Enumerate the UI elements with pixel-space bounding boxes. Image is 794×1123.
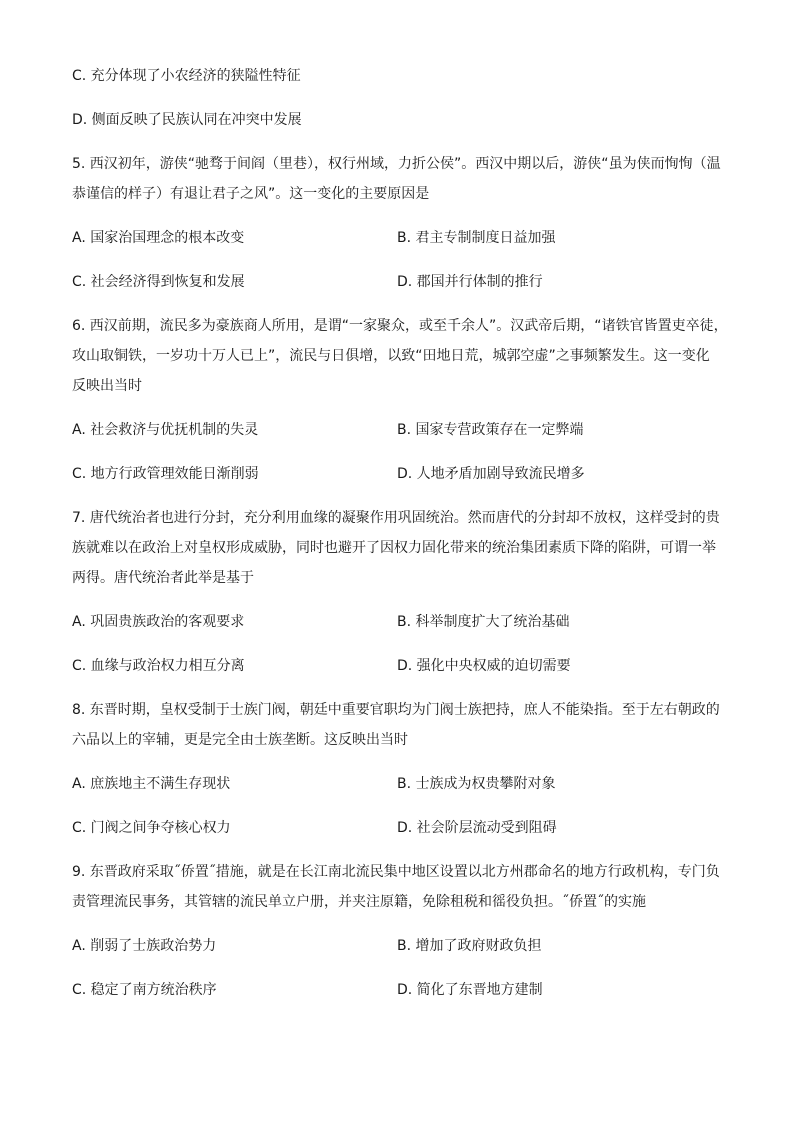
question-5-options-row-1: [72, 224, 722, 253]
question-stem-line: 责管理流民事务，其管辖的流民单立户册，并夹注原籍，免除租税和徭役负担。˝侨置˝的实施: [72, 894, 646, 910]
option-d-prev-question: D. 侧面反映了民族认同在冲突中发展: [72, 112, 302, 128]
option-d: D. 人地矛盾加剧导致流民增多: [397, 466, 585, 482]
option-c: C. 社会经济得到恢复和发展: [72, 274, 245, 290]
option-b: B. 君主专制制度日益加强: [397, 230, 556, 246]
question-stem-line: 恭谨信的样子）有退让君子之风”。这一变化的主要原因是: [72, 186, 430, 202]
question-6-stem: [72, 311, 728, 401]
question-6-options-row-1: [72, 416, 722, 445]
option-c-prev-question: C. 充分体现了小农经济的狭隘性特征: [72, 68, 301, 84]
option-a: A. 巩固贵族政治的客观要求: [72, 614, 245, 630]
question-8-options-row-2: [72, 814, 722, 843]
question-5-stem: [72, 149, 722, 209]
option-b: B. 国家专营政策存在一定弊端: [397, 422, 584, 438]
question-stem-line: 6. 西汉前期，流民多为豪族商人所用，是谓“一家聚众，或至千余人”。汉武帝后期，“诸铁官皆置吏卒徒，: [72, 318, 728, 334]
question-6-options-row-2: [72, 460, 722, 489]
question-5-options-row-2: [72, 268, 722, 297]
question-8-stem: [72, 695, 722, 755]
option-c: C. 地方行政管理效能日渐削弱: [72, 466, 259, 482]
option-d: D. 郡国并行体制的推行: [397, 274, 543, 290]
question-stem-line: 攻山取铜铁，一岁功十万人已上”，流民与日俱增，以致“田地日荒，城郭空虚”之事频繁发生。这一变化: [72, 348, 710, 364]
exam-page: [72, 62, 728, 1005]
option-b: B. 士族成为权贵攀附对象: [397, 776, 556, 792]
option-a: A. 国家治国理念的根本改变: [72, 230, 245, 246]
question-stem-line: 六品以上的宰辅，更是完全由士族垄断。这反映出当时: [72, 732, 408, 748]
question-stem-line: 两得。唐代统治者此举是基于: [72, 570, 254, 586]
question-9-options-row-1: [72, 932, 722, 961]
question-9-stem: [72, 857, 722, 917]
question-stem-line: 9. 东晋政府采取˝侨置˝措施，就是在长江南北流民集中地区设置以北方州郡命名的地方行政机构，专门负: [72, 864, 720, 880]
option-c: C. 血缘与政治权力相互分离: [72, 658, 245, 674]
option-d: D. 社会阶层流动受到阻碍: [397, 820, 557, 836]
option-c: C. 门阀之间争夺核心权力: [72, 820, 231, 836]
question-9-options-row-2: [72, 976, 722, 1005]
question-7-options-row-1: [72, 608, 722, 637]
option-a: A. 削弱了士族政治势力: [72, 938, 217, 954]
option-d: D. 简化了东晋地方建制: [397, 982, 543, 998]
option-a: A. 社会救济与优抚机制的失灵: [72, 422, 259, 438]
option-b: B. 增加了政府财政负担: [397, 938, 542, 954]
option-a: A. 庶族地主不满生存现状: [72, 776, 231, 792]
question-stem-line: 5. 西汉初年，游侠“驰骛于间阎（里巷），权行州域，力折公侯”。西汉中期以后，游侠“虽为侠而恂恂（温: [72, 156, 721, 172]
question-stem-line: 8. 东晋时期，皇权受制于士族门阀，朝廷中重要官职均为门阀士族把持，庶人不能染指。至于左右朝政的: [72, 702, 720, 718]
question-stem-line: 7. 唐代统治者也进行分封，充分利用血缘的凝聚作用巩固统治。然而唐代的分封却不放权，这样受封的贵: [72, 510, 720, 526]
option-d: D. 强化中央权威的迫切需要: [397, 658, 571, 674]
question-7-options-row-2: [72, 652, 722, 681]
question-stem-line: 族就难以在政治上对皇权形成威胁，同时也避开了因权力固化带来的统治集团素质下降的陷阱，可谓一举: [72, 540, 716, 556]
question-8-options-row-1: [72, 770, 722, 799]
option-c: C. 稳定了南方统治秩序: [72, 982, 217, 998]
question-stem-line: 反映出当时: [72, 378, 142, 394]
question-7-stem: [72, 503, 722, 593]
option-b: B. 科举制度扩大了统治基础: [397, 614, 570, 630]
